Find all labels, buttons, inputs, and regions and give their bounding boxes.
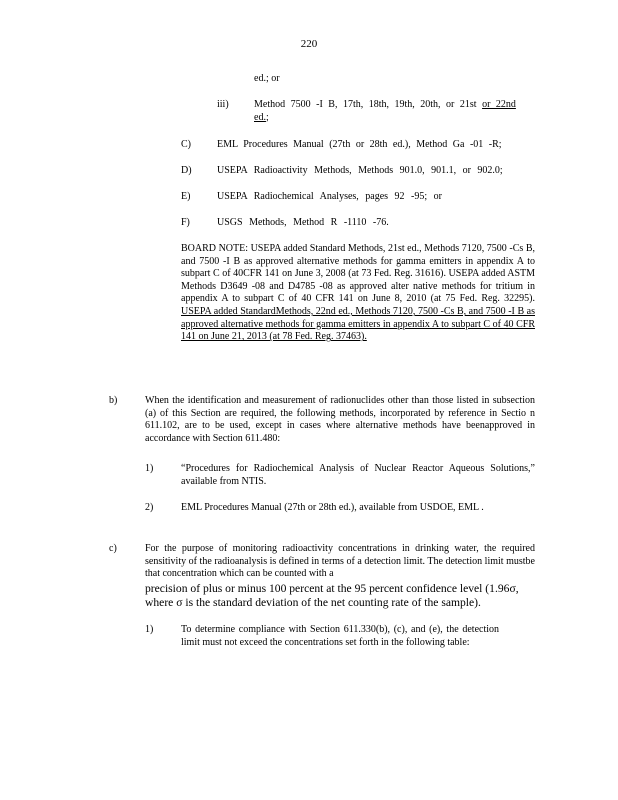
item-e-label: E) <box>181 191 191 202</box>
item-d-text: USEPA Radioactivity Methods, Methods 901.0, 901.1, or 902.0; <box>217 165 503 176</box>
section-b-label: b) <box>109 395 118 406</box>
item-d-label: D) <box>181 165 192 176</box>
section-c-item-1-label: 1) <box>145 624 154 635</box>
section-c-text-large: precision of plus or minus 100 percent at the 95 percent confidence level (1.96σ, where σ is the standard deviation of the net counting rate of the sample). <box>145 581 519 609</box>
page-number: 220 <box>300 38 318 50</box>
item-iii-text-underlined: or 22nd <box>482 99 516 110</box>
item-iii-line2-rest: ; <box>265 111 269 123</box>
item-iii-text-a: Method 7500 -I B, 17th, 18th, 19th, 20th, or 21st <box>254 99 483 110</box>
board-note-underlined: USEPA added StandardMethods, 22nd ed., Methods 7120, 7500 -Cs B, and 7500 -I B as approved alternative methods for gamma emitters in appendix A to subpart C of 40 CFR 141 on June 21, 2013 (at 78 Fed. Reg. 37463). <box>181 305 535 343</box>
section-b-item-2-text: EML Procedures Manual (27th or 28th ed.), available from USDOE, EML . <box>181 502 484 513</box>
item-c-text: EML Procedures Manual (27th or 28th ed.), Method Ga -01 -R; <box>217 139 502 150</box>
item-e-text: USEPA Radiochemical Analyses, pages 92 -95; or <box>217 191 442 202</box>
section-b-item-1-label: 1) <box>145 463 154 474</box>
board-note <box>181 243 535 344</box>
item-f-label: F) <box>181 217 190 228</box>
section-c-body <box>145 543 535 610</box>
section-b-item-1-text: “Procedures for Radiochemical Analysis of Nuclear Reactor Aqueous Solutions,” available from NTIS. <box>181 463 535 487</box>
section-c-item-1-text: To determine compliance with Section 611.330(b), (c), and (e), the detection limit must not exceed the concentrations set forth in the following table: <box>181 624 499 648</box>
continuation-line: ed.; or <box>254 73 280 84</box>
section-c-text-small: For the purpose of monitoring radioactivity concentrations in drinking water, the required sensitivity of the radioanalysis is defined in terms of a detection limit. The detection limit mustbe that concentration which can be counted with a <box>145 543 535 580</box>
item-f-text: USGS Methods, Method R -1110 -76. <box>217 217 389 228</box>
item-iii-label: iii) <box>217 99 229 110</box>
section-b-text: When the identification and measurement of radionuclides other than those listed in subsection (a) of this Section are required, the following methods, incorporated by reference in Sectio n 611.102, are to be used, except in cases where alternative methods have beenapproved in accordance with Section 611.480: <box>145 395 535 444</box>
item-iii-line2-underlined: ed. <box>254 111 266 123</box>
section-b-item-2-label: 2) <box>145 502 154 513</box>
item-iii-text <box>254 99 534 124</box>
board-note-text: BOARD NOTE: USEPA added Standard Methods, 21st ed., Methods 7120, 7500 -Cs B, and 7500 -I B as approved alternative methods for gamma emitters in appendix A to subpart C of 40CFR 141 on June 3, 2008 (at 73 Fed. Reg. 31616). USEPA added ASTM Methods D3649 -08 and D4785 -08 as approved alter native methods for tritium in appendix A to subpart C of 40 CFR 141 on June 8, 2010 (at 75 Fed. Reg. 32295). <box>181 243 535 305</box>
section-c-label: c) <box>109 543 117 554</box>
item-c-label: C) <box>181 139 191 150</box>
